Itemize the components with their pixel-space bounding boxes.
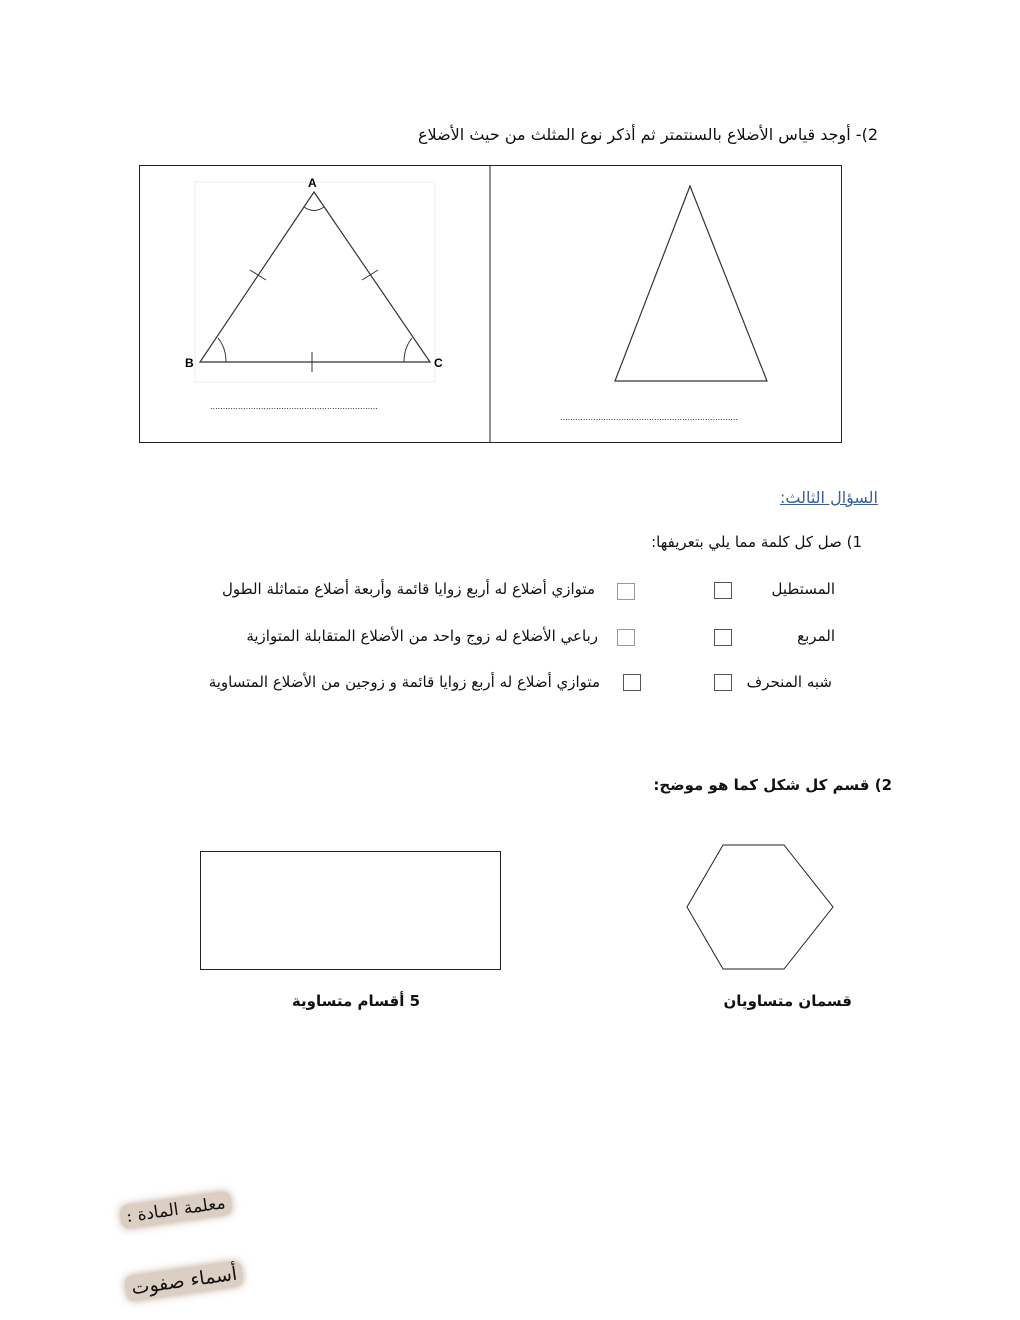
hexagon-shape — [687, 845, 833, 969]
match-definition: رباعي الأضلاع له زوج واحد من الأضلاع المتقابلة المتوازية — [246, 627, 598, 645]
section-3-heading: السؤال الثالث: — [779, 488, 878, 507]
tall-triangle — [615, 186, 767, 381]
rectangle-caption: 5 أقسام متساوية — [291, 992, 420, 1010]
teacher-name: أسماء صفوت — [124, 1260, 245, 1302]
isosceles-triangle — [200, 192, 430, 362]
match-instruction: 1) صل كل كلمة مما يلي بتعريفها: — [651, 533, 862, 551]
answer-line-right[interactable]: ...................................................................... — [560, 413, 739, 422]
match-term: المستطيل — [771, 580, 835, 598]
match-term: المربع — [797, 627, 835, 645]
question-2-title: 2)- أوجد قياس الأضلاع بالسنتمتر ثم أذكر نوع المثلث من حيث الأضلاع — [418, 125, 878, 144]
match-definition: متوازي أضلاع له أربع زوايا قائمة وأربعة أضلاع متماثلة الطول — [222, 580, 595, 598]
definition-checkbox[interactable] — [623, 674, 641, 691]
teacher-label: معلمة المادة : — [119, 1190, 233, 1229]
vertex-label-b: B — [185, 356, 194, 370]
definition-checkbox[interactable] — [617, 583, 635, 600]
match-definition: متوازي أضلاع له أربع زوايا قائمة و زوجين من الأضلاع المتساوية — [208, 673, 600, 691]
divide-instruction: 2) قسم كل شكل كما هو موضح: — [653, 776, 892, 794]
match-term: شبه المنحرف — [746, 673, 832, 691]
vertex-label-c: C — [434, 356, 443, 370]
definition-checkbox[interactable] — [617, 629, 635, 646]
shapes — [0, 830, 1020, 990]
triangles-box — [0, 0, 1020, 460]
vertex-label-a: A — [308, 176, 317, 190]
term-checkbox[interactable] — [714, 582, 732, 599]
term-checkbox[interactable] — [714, 674, 732, 691]
term-checkbox[interactable] — [714, 629, 732, 646]
answer-line-left[interactable]: .................................................................. — [210, 402, 378, 411]
hexagon-caption: قسمان متساويان — [723, 992, 852, 1010]
rectangle-shape — [201, 852, 501, 970]
